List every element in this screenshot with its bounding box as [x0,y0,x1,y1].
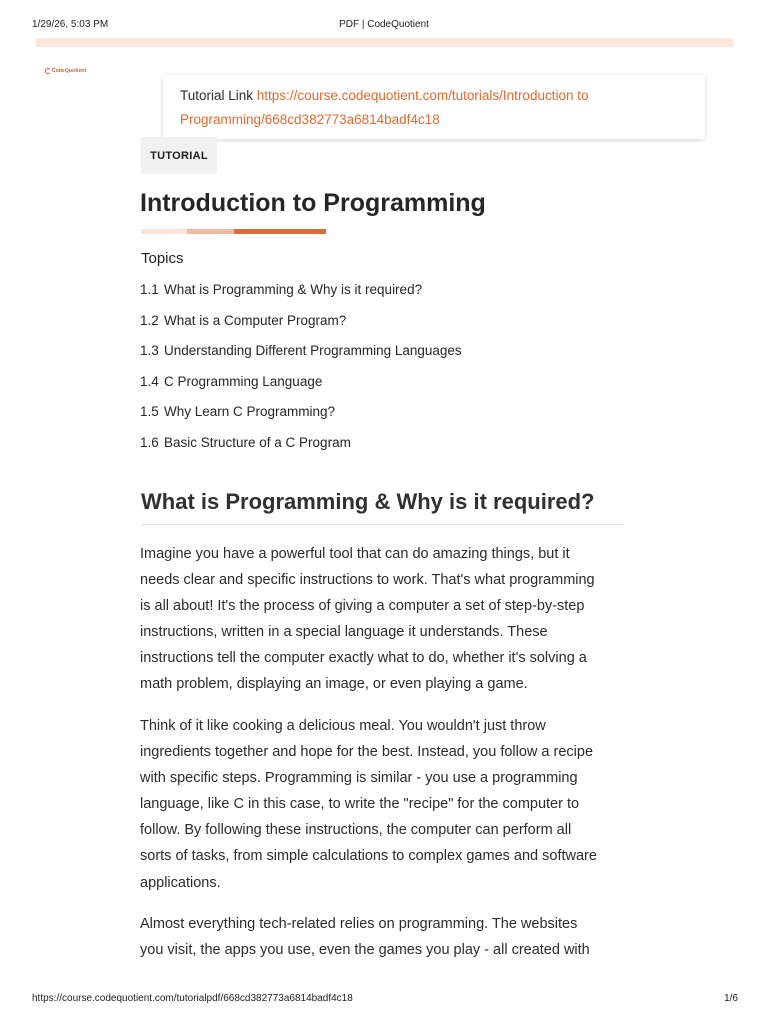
topic-item[interactable] [140,435,462,466]
section-heading: What is Programming & Why is it required? [141,489,595,514]
paragraph-3 [140,911,630,963]
topic-item[interactable] [140,374,462,405]
paragraph-line: instructions tell the computer exactly what to do, whether it's solving a [140,650,587,667]
paragraph-line: Almost everything tech-related relies on programming. The websites [140,916,578,932]
paragraph-line: Think of it like cooking a delicious meal. You wouldn't just throw [140,718,546,734]
topic-label: What is Programming & Why is it required? [164,282,423,297]
topic-number: 1.4 [140,373,159,389]
header-band [36,38,733,47]
topic-number: 1.3 [140,343,159,359]
paragraph-line: ingredients together and hope for the best. Instead, you follow a recipe [140,744,594,761]
paragraph-line: Imagine you have a powerful tool that can do amazing things, but it [140,546,570,562]
paragraph-line: is all about! It's the process of giving a computer a set of step-by-step [140,598,585,615]
paragraph-line: follow. By following these instructions, the computer can perform all [140,822,572,839]
tutorial-link-url[interactable]: https://course.codequotient.com/tutorials/Introduction to [256,88,589,103]
tutorial-link-label: Tutorial Link [180,88,254,103]
paragraph-line: applications. [140,874,221,891]
codequotient-logo [45,68,86,74]
print-title: PDF | CodeQuotient [339,19,429,30]
topic-item[interactable] [140,313,462,344]
topics-heading: Topics [141,250,184,267]
topic-label: Understanding Different Programming Languages [164,343,462,359]
page-title: Introduction to Programming [140,189,486,217]
paragraph-line: you visit, the apps you use, even the games you play - all created with [140,942,590,959]
topics-list [140,282,462,466]
logo-text: CodeQuotient [52,68,87,74]
paragraph-line: math problem, displaying an image, or even playing a game. [140,676,528,693]
topic-number: 1.6 [140,434,159,450]
topic-number: 1.1 [140,282,159,297]
title-underline [141,229,326,234]
section-divider [141,524,624,525]
paragraph-line: needs clear and specific instructions to work. That's what programming [140,572,595,589]
paragraph-line: instructions, written in a special language it understands. These [140,624,548,641]
topic-item[interactable] [140,343,462,374]
topic-label: Why Learn C Programming? [164,404,336,420]
topic-label: C Programming Language [164,373,323,389]
page-number: 1/6 [724,993,738,1004]
underline-segment-accent [234,229,326,234]
paragraph-line: sorts of tasks, from simple calculations to complex games and software [140,848,597,865]
tutorial-link-url-continued[interactable]: Programming/668cd382773a6814badf4c18 [180,112,440,127]
tutorial-link-card [163,75,705,139]
paragraph-2 [140,713,630,896]
topic-number: 1.5 [140,404,159,420]
underline-segment-medium [187,229,234,234]
underline-segment-light [141,229,187,234]
topic-item[interactable] [140,404,462,435]
tutorial-badge: TUTORIAL [141,137,217,174]
paragraph-1 [140,541,630,698]
paragraph-line: language, like C in this case, to write the "recipe" for the computer to [140,796,580,813]
topic-label: What is a Computer Program? [164,312,347,328]
topic-number: 1.2 [140,312,159,328]
topic-label: Basic Structure of a C Program [164,434,351,450]
paragraph-line: with specific steps. Programming is similar - you use a programming [140,770,578,787]
print-footer-url: https://course.codequotient.com/tutorialpdf/668cd382773a6814badf4c18 [32,993,353,1004]
topic-item[interactable] [140,282,462,313]
print-datetime: 1/29/26, 5:03 PM [32,19,109,30]
codequotient-logo-icon [45,68,51,74]
